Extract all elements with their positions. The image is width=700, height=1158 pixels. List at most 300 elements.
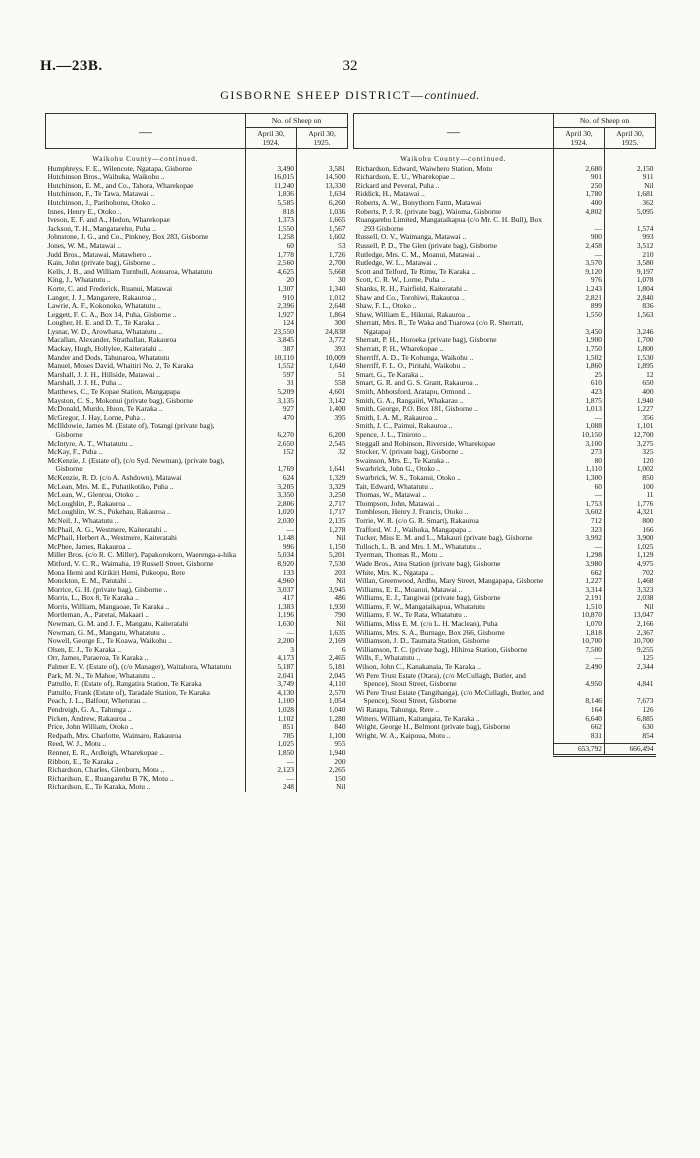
sheep-1925-cell: 362 <box>605 199 656 208</box>
sheep-1925-cell: 1,940 <box>605 397 656 406</box>
sheep-1924-cell: 662 <box>554 723 605 732</box>
owner-cell: Pattullo, Frank (Estate of), Taradale Station, Te Karaka <box>47 687 210 697</box>
sheep-1924-cell: 597 <box>246 371 297 380</box>
sheep-1925-cell: 1,129 <box>605 551 656 560</box>
sheep-1924-cell: — <box>246 526 297 535</box>
owner-cell: Ribbon, E., Te Karaka .. <box>47 756 119 766</box>
owner-cell: Steggall and Robinson, Riverside, Wharekopae <box>355 438 496 448</box>
sheep-1924-cell: 6,270 <box>246 422 297 439</box>
owner-cell: Richardson, E., Ruangarehu B 7K, Motu .. <box>47 773 174 783</box>
sheep-1925-cell: 3,329 <box>297 483 348 492</box>
owner-cell: Rutledge, W. L., Matawai .. <box>355 258 438 268</box>
owner-cell: McPhail, Herbert A., Westmere, Kaiteratahi <box>47 533 177 543</box>
sheep-1924-cell: 1,070 <box>554 620 605 629</box>
sheep-1925-cell: 6,260 <box>297 199 348 208</box>
sheep-1925-cell: 2,700 <box>297 259 348 268</box>
sheep-1925-cell: 11 <box>605 491 656 500</box>
sheep-1924-cell: 2,650 <box>246 440 297 449</box>
owner-cell: Wilson, John C., Kanakanaia, Te Karaka .. <box>355 662 481 672</box>
sheep-1925-cell: 1,278 <box>297 526 348 535</box>
sheep-1925-cell: 53 <box>297 242 348 251</box>
owner-cell: Smart, G. R. and G. S. Grant, Rakauroa .. <box>355 378 479 388</box>
sheep-1925-cell: 1,700 <box>605 336 656 345</box>
sheep-1924-cell: 1,753 <box>554 500 605 509</box>
sheep-1924-cell: 164 <box>554 706 605 715</box>
sheep-1925-cell: 4,841 <box>605 672 656 689</box>
owner-cell: Torrie, W. R. (c/o G. R. Smart), Rakauroa <box>355 515 479 525</box>
table-row <box>354 732 656 741</box>
page-number: 32 <box>342 58 358 74</box>
sheep-1925-cell: Nil <box>297 783 348 792</box>
sheep-1925-cell: 790 <box>297 611 348 620</box>
sheep-1924-cell: 1,100 <box>246 697 297 706</box>
sheep-1925-cell: 1,681 <box>605 190 656 199</box>
sheep-1925-cell: 3,772 <box>297 336 348 345</box>
sheep-1925-cell: 702 <box>605 569 656 578</box>
sheep-1924-cell: 1,258 <box>246 233 297 242</box>
owner-cell: Innes, Henry E., Otoko .. <box>47 206 122 216</box>
sheep-1925-cell: 2,545 <box>297 440 348 449</box>
sheep-1925-cell: 1,468 <box>605 577 656 586</box>
sheep-1925-cell: 2,344 <box>605 663 656 672</box>
sheep-1924-cell: 818 <box>246 208 297 217</box>
owner-cell: Wills, F., Whatatutu .. <box>355 653 421 663</box>
owner-cell: Thompson, John, Matawai .. <box>355 498 440 508</box>
sheep-1924-cell: 9,120 <box>554 268 605 277</box>
name-column-header: — <box>354 114 554 149</box>
owner-cell: Judd Bros., Matawai, Matawhero .. <box>47 249 152 259</box>
left-column <box>45 113 347 792</box>
sheep-1925-cell: 2,038 <box>605 594 656 603</box>
owner-cell: Sherriff, A. D., Te Kohunga, Waikohu .. <box>355 352 474 362</box>
owner-cell: McDonald, Murdo, Huon, Te Karaka .. <box>47 404 163 414</box>
owner-cell: McIntyre, A. T., Whatatutu .. <box>47 438 133 448</box>
sheep-1924-cell: 3,350 <box>246 491 297 500</box>
sheep-1924-cell: 31 <box>246 379 297 388</box>
sheep-1924-cell: 1,243 <box>554 285 605 294</box>
sheep-1925-cell: Nil <box>297 620 348 629</box>
sheep-1925-cell: 630 <box>605 723 656 732</box>
sheep-1925-cell: 203 <box>297 569 348 578</box>
sheep-1924-cell: 1,025 <box>246 740 297 749</box>
sheep-1925-cell: Nil <box>297 577 348 586</box>
sheep-1924-cell: 5,209 <box>246 388 297 397</box>
sheep-1924-cell: 8,146 <box>554 689 605 706</box>
owner-cell: Mona Hemi and Kirikiri Hemi, Pukeopu, Rere <box>47 567 186 577</box>
sheep-1924-cell: 1,013 <box>554 405 605 414</box>
sheep-1925-cell: 356 <box>605 414 656 423</box>
sheep-1925-cell: 2,169 <box>297 637 348 646</box>
sheep-1924-cell: 1,836 <box>246 190 297 199</box>
sheep-1924-cell: 610 <box>554 379 605 388</box>
owner-cell: Sherratt, Mrs. R., Te Waka and Tuarowa (c/o R. Sherratt, Ngatapa) <box>355 318 524 336</box>
owner-cell: Scott and Telford, Te Rimu, Te Karaka .. <box>355 266 476 276</box>
sheep-1924-cell: — <box>554 414 605 423</box>
sheep-1925-cell: 650 <box>605 379 656 388</box>
owner-cell: Lougher, H. E. and D. T., Te Karaka .. <box>47 318 160 328</box>
owner-cell: Williamson, T. C. (private bag), Hihiroa Station, Gisborne <box>355 644 528 654</box>
sheep-1925-cell: 486 <box>297 594 348 603</box>
sheep-1924-cell: 4,130 <box>246 689 297 698</box>
sheep-1924-cell: 785 <box>246 732 297 741</box>
sheep-1924-cell: 624 <box>246 474 297 483</box>
sheep-1925-cell: 2,367 <box>605 629 656 638</box>
owner-cell: McPhee, James, Rakauroa .. <box>47 541 132 551</box>
sheep-1925-cell: 32 <box>297 448 348 457</box>
sheep-1925-cell: 5,095 <box>605 208 656 217</box>
owner-cell: Tulloch, L. B. and Mrs. I. M., Whatatutu .. <box>355 541 482 551</box>
title-main: GISBORNE SHEEP DISTRICT— <box>220 88 425 102</box>
owner-cell: McNeil, J., Whatatutu .. <box>47 515 119 525</box>
sheep-1925-cell: 6,885 <box>605 715 656 724</box>
sheep-1925-cell: 100 <box>605 483 656 492</box>
sheep-1925-cell: 393 <box>297 345 348 354</box>
owner-cell: Williams, F. W., Te Rata, Whatatutu .. <box>355 610 468 620</box>
sheep-1925-cell: 7,530 <box>297 560 348 569</box>
owner-cell: Wright, George H., Belmont (private bag), Gisborne <box>355 722 511 732</box>
sheep-1924-cell: 1,373 <box>246 216 297 225</box>
owner-cell: Palmer E. V. (Estate of), (c/o Manager), Waitahora, Whatatutu <box>47 662 232 672</box>
owner-cell: Shaw and Co., Torohiwi, Rakauroa .. <box>355 292 465 302</box>
table-row <box>46 457 348 474</box>
owner-cell: Witters, William, Kaitangata, Te Karaka .. <box>355 713 480 723</box>
sheep-1925-cell: 1,717 <box>297 508 348 517</box>
owner-cell: Roberts, P. J. R. (private bag), Waioma, Gisborne <box>355 206 502 216</box>
sheep-1925-cell: 13,330 <box>297 182 348 191</box>
right-column <box>353 113 655 757</box>
owner-cell: Shaw, William E., Hikutai, Rakauroa .. <box>355 309 471 319</box>
sheep-1924-cell: 16,015 <box>246 173 297 182</box>
sheep-1924-cell: 2,821 <box>554 294 605 303</box>
sheep-1924-cell: 10,150 <box>554 431 605 440</box>
sheep-1924-cell: 3,749 <box>246 680 297 689</box>
owner-cell: Scott, C. R. W., Lorne, Puha .. <box>355 275 446 285</box>
sheep-1925-cell: 12 <box>605 371 656 380</box>
sheep-1925-cell: 2,166 <box>605 620 656 629</box>
owner-cell: Nowell, George E., Te Koawa, Waikohu .. <box>47 636 172 646</box>
sheep-1924-cell: 996 <box>246 543 297 552</box>
sheep-1924-cell: 1,860 <box>554 362 605 371</box>
sheep-1924-cell: 20 <box>246 276 297 285</box>
owner-cell: Russell, P. D., The Glen (private bag), Gisborne <box>355 240 497 250</box>
sheep-1925-cell: 2,717 <box>297 500 348 509</box>
owner-cell: Olsen, E. J., Te Karaka .. <box>47 644 121 654</box>
sheep-1925-cell: 395 <box>297 414 348 423</box>
sheep-1925-cell: 2,570 <box>297 689 348 698</box>
sheep-1924-cell: 5,187 <box>246 663 297 672</box>
sheep-1925-cell: 126 <box>605 706 656 715</box>
owner-cell: Wi Pere Trust Estate (Otara), (c/o McCullagh, Butler, and Spence), Stout Street, Gisborne <box>355 670 526 689</box>
sheep-1924-cell: 1,900 <box>554 336 605 345</box>
sheep-1925-cell: 3,945 <box>297 586 348 595</box>
owner-cell: McLoughlin, W. S., Pukehau, Rakauroa .. <box>47 507 171 517</box>
sheep-1924-cell: 2,806 <box>246 500 297 509</box>
sheep-1924-cell: 2,030 <box>246 517 297 526</box>
sheep-1925-cell: 850 <box>605 474 656 483</box>
owner-cell: Kells, J. B., and William Turnbull, Aotearoa, Whatatutu <box>47 266 213 276</box>
sheep-1924-cell: 133 <box>246 569 297 578</box>
sheep-1924-cell: 1,300 <box>554 474 605 483</box>
sheep-1924-cell: 10,700 <box>554 637 605 646</box>
sheep-1924-cell: 2,041 <box>246 672 297 681</box>
sheep-1924-cell: 400 <box>554 199 605 208</box>
owner-cell: Rickard and Peveral, Puha .. <box>355 180 440 190</box>
sheep-1924-cell: 3,037 <box>246 586 297 595</box>
sheep-1925-cell: 5,201 <box>297 551 348 560</box>
sheep-1925-cell: 1,329 <box>297 474 348 483</box>
sheep-1924-cell: 1,028 <box>246 706 297 715</box>
sheep-1925-cell: Nil <box>605 182 656 191</box>
sheep-1925-cell: 2,045 <box>297 672 348 681</box>
sheep-1925-cell: 3,246 <box>605 319 656 336</box>
sheep-1924-cell: 910 <box>246 294 297 303</box>
sheep-1925-cell: 840 <box>297 723 348 732</box>
sheep-1924-cell: 2,490 <box>554 663 605 672</box>
sheep-1925-cell: 1,025 <box>605 543 656 552</box>
sheep-1924-cell: 10,110 <box>246 354 297 363</box>
owner-cell: Williams, Miss E. M. (c/o L. H. Maclean), Puha <box>355 619 498 629</box>
sheep-1925-cell: 1,150 <box>297 543 348 552</box>
owner-cell: Smith, J. C., Paimui, Rakauroa .. <box>355 421 453 431</box>
sheep-1925-cell: 3,323 <box>605 586 656 595</box>
sheep-1925-cell: 1,602 <box>297 233 348 242</box>
owner-cell: Wade Bros., Atea Station (private bag), Gisborne <box>355 558 501 568</box>
sheep-1925-cell: 1,641 <box>297 457 348 474</box>
owner-cell: Thomas, W., Matawai .. <box>355 490 427 500</box>
sheep-1925-cell: 1,864 <box>297 311 348 320</box>
sheep-1924-cell: — <box>554 216 605 233</box>
sheep-1924-cell: 11,240 <box>246 182 297 191</box>
sheep-1925-cell: 1,040 <box>297 706 348 715</box>
sheep-1925-cell: 12,700 <box>605 431 656 440</box>
sheep-1925-cell: 3,900 <box>605 534 656 543</box>
sheep-1924-cell: 4,625 <box>246 268 297 277</box>
sheep-1924-cell: 60 <box>246 242 297 251</box>
owner-cell: Sherratt, P. H., Wharekopae .. <box>355 344 444 354</box>
sheep-1924-cell: 712 <box>554 517 605 526</box>
sheep-1924-cell: 8,920 <box>246 560 297 569</box>
sheep-1925-cell: 1,280 <box>297 715 348 724</box>
sheep-1925-cell: 2,150 <box>605 165 656 174</box>
owner-cell: Shanks, R. H., Fairfield, Kaiteratahi .. <box>355 283 468 293</box>
owner-cell: Hutchinson Bros., Waihuka, Waikohu .. <box>47 172 165 182</box>
sheep-1924-cell: 5,585 <box>246 199 297 208</box>
table-row <box>354 672 656 689</box>
owner-cell: Mander and Dods, Tahunaroa, Whatatutu <box>47 352 170 362</box>
sheep-1925-cell: 150 <box>297 775 348 784</box>
owner-cell: Richardson, E., Te Karaka, Motu .. <box>47 782 151 792</box>
owner-cell: Macallan, Alexander, Strathallan, Rakauroa <box>47 335 177 345</box>
owner-cell: Newman, G. M. and J. F., Mangatu, Kaiteratahi <box>47 619 189 629</box>
sheep-1924-cell: 900 <box>554 233 605 242</box>
owner-cell: Kain, John (private bag), Gisborne .. <box>47 258 156 268</box>
owner-cell: McGregor, J. Hay, Lorne, Puha .. <box>47 412 146 422</box>
sheep-1924-cell: 1,307 <box>246 285 297 294</box>
sheep-1924-cell: 976 <box>554 276 605 285</box>
owner-cell: McKay, F., Puha .. <box>47 447 103 457</box>
owner-cell: Price, John William, Otoko .. <box>47 722 134 732</box>
sheep-1925-cell: 125 <box>605 654 656 663</box>
owner-cell: McLean, W., Glenroa, Otoko .. <box>47 490 140 500</box>
sheep-1925-cell: 1,776 <box>605 500 656 509</box>
sheep-1924-cell: 899 <box>554 302 605 311</box>
sheep-1925-cell: 5,181 <box>297 663 348 672</box>
sheep-1925-cell: 6 <box>297 646 348 655</box>
owner-cell: Pendreigh, G. A., Tahunga .. <box>47 705 132 714</box>
sheep-1925-cell: 2,648 <box>297 302 348 311</box>
sheep-1925-cell: 2,840 <box>605 294 656 303</box>
sheep-1924-cell: 3,490 <box>246 165 297 174</box>
sheep-1925-cell: 3,512 <box>605 242 656 251</box>
owner-cell: McIlldowie, James M. (Estate of), Totangi (private bag), Gisborne <box>47 421 215 439</box>
sheep-1925-cell: 7,673 <box>605 689 656 706</box>
section-heading: Waikohu County—continued. <box>400 155 507 163</box>
sheep-1925-cell: 1,100 <box>297 732 348 741</box>
owner-cell: Wi Ratapu, Tahunga, Rere .. <box>355 705 440 714</box>
sheep-1924-cell: 831 <box>554 732 605 741</box>
owner-cell: Miller Bros. (c/o R. C. Miller), Papakorokoro, Waerenga-a-hika <box>47 550 236 560</box>
owner-cell: McKenzie, J. (Estate of), (c/o Syd. Newman), (private bag), Gisborne <box>47 455 225 474</box>
sheep-1924-cell: — <box>554 543 605 552</box>
sheep-1925-cell: 2,265 <box>297 766 348 775</box>
table-row <box>354 216 656 233</box>
sheep-1924-cell: 4,950 <box>554 672 605 689</box>
owner-cell: Williams, E. E., Moanui, Matawai .. <box>355 584 463 594</box>
owner-cell: Tait, Edward, Whatatutu .. <box>355 481 434 491</box>
table-body-left <box>46 149 348 792</box>
sheep-1924-cell: 2,396 <box>246 302 297 311</box>
sheep-1924-cell: 3,845 <box>246 336 297 345</box>
sheep-1924-cell: 901 <box>554 173 605 182</box>
owner-cell: Humphreys, F. E., Wilencote, Ngatapa, Gisborne <box>47 163 192 173</box>
sheep-1924-cell: 1,850 <box>246 749 297 758</box>
owner-cell: Manuel, Moses David, Whaitiri No. 2, Te Karaka <box>47 361 194 371</box>
sheep-1924-cell: 2,123 <box>246 766 297 775</box>
sheep-1925-cell: 3,275 <box>605 440 656 449</box>
sheep-1924-cell: 1,750 <box>554 345 605 354</box>
owner-cell: Tyerman, Thomas R., Motu .. <box>355 550 443 560</box>
sheep-1924-cell: 250 <box>554 182 605 191</box>
sheep-1925-cell: 10,700 <box>605 637 656 646</box>
owner-cell: McKenzie, R. D. (c/o A. Ashdown), Matawai <box>47 472 182 482</box>
sheep-1925-cell: 2,465 <box>297 654 348 663</box>
total-1924: 653,792 <box>554 744 605 756</box>
sheep-1924-cell: 25 <box>554 371 605 380</box>
sheep-1924-cell: 1,769 <box>246 457 297 474</box>
sheep-1925-cell: 300 <box>297 319 348 328</box>
sheep-1924-cell: 1,383 <box>246 603 297 612</box>
sheep-1925-cell: 4,321 <box>605 508 656 517</box>
sheep-1925-cell: 558 <box>297 379 348 388</box>
sheep-1925-cell: 200 <box>297 758 348 767</box>
owner-cell: Morris, William, Mangaoae, Te Karaka .. <box>47 601 170 611</box>
sheep-1925-cell: 3,142 <box>297 397 348 406</box>
owner-cell: Renner, E. R., Ardleigh, Wharekopae .. <box>47 747 164 757</box>
owner-cell: Morrice, G. H. (private bag), Gisborne .. <box>47 584 168 594</box>
table-body-right <box>354 149 656 741</box>
sheep-1925-cell: 1,567 <box>297 225 348 234</box>
sheep-1925-cell: 854 <box>605 732 656 741</box>
owner-cell: Langer, J. J., Mangarere, Rakauroa .. <box>47 292 157 302</box>
sheep-1924-cell: 152 <box>246 448 297 457</box>
sheep-1925-cell: 9,197 <box>605 268 656 277</box>
table-row <box>46 783 348 792</box>
sheep-1924-cell: 60 <box>554 483 605 492</box>
owner-cell: Lysnar, W. D., Arowhana, Whatatutu .. <box>47 326 163 336</box>
sheep-1924-cell: 1,780 <box>554 190 605 199</box>
sheep-1925-cell: 1,940 <box>297 749 348 758</box>
total-row <box>354 744 656 756</box>
owner-cell: Smith, G. A., Rangaiiri, Whakarau .. <box>355 395 464 405</box>
sheep-group-header: No. of Sheep on <box>554 114 656 128</box>
sheep-1924-cell: 3,100 <box>554 440 605 449</box>
sheep-1924-cell: 248 <box>246 783 297 792</box>
sheep-1924-cell: 3,602 <box>554 508 605 517</box>
owner-cell: Johnstone, J. G., and Co., Pinkney, Box 283, Gisborne <box>47 232 209 242</box>
owner-cell: Richardson, Charles, Glenburn, Motu .. <box>47 765 165 775</box>
sheep-1924-cell: 3,314 <box>554 586 605 595</box>
sheep-1925-cell: 800 <box>605 517 656 526</box>
sheep-1925-cell: 1,895 <box>605 362 656 371</box>
owner-cell: Spence, J. L., Tiniroto .. <box>355 430 427 439</box>
owner-cell: Mayston, C. S., Mokonui (private bag), Gisborne <box>47 395 194 405</box>
document-code: H.—23B. <box>40 58 103 74</box>
sheep-1924-cell: 387 <box>246 345 297 354</box>
owner-cell: Stocker, V. (private bag), Gisborne .. <box>355 447 464 457</box>
sheep-1924-cell: 3,450 <box>554 319 605 336</box>
owner-cell: Swainson, Mrs. E., Te Karaka .. <box>355 455 450 465</box>
sheep-1924-cell: — <box>554 654 605 663</box>
sheep-1924-cell: 851 <box>246 723 297 732</box>
page-title <box>0 88 700 103</box>
owner-cell: Willan, Greenwood, Ardhu, Mary Street, Mangapapa, Gisborne <box>355 576 544 586</box>
owner-cell: Hutchinson, J., Parihohonu, Otoko .. <box>47 197 156 207</box>
sheep-1925-cell: 24,838 <box>297 328 348 337</box>
year-1925-header: April 30, 1925. <box>605 128 656 149</box>
sheep-1924-cell: 2,191 <box>554 594 605 603</box>
owner-cell: Sherriff, F. L. O., Piritahi, Waikohu .. <box>355 361 466 371</box>
sheep-1925-cell: 400 <box>605 388 656 397</box>
sheep-1925-cell: 120 <box>605 457 656 466</box>
sheep-1924-cell: 1,196 <box>246 611 297 620</box>
owner-cell: Williamson, J. D., Taumata Station, Gisborne <box>355 636 490 646</box>
year-1925-header: April 30, 1925. <box>297 128 348 149</box>
total-1925: 666,494 <box>605 744 656 756</box>
sheep-1924-cell: 1,550 <box>554 311 605 320</box>
owner-cell: Trafford, W. J., Waihuka, Mangapapa .. <box>355 524 472 534</box>
sheep-1924-cell: 1,088 <box>554 422 605 431</box>
owner-cell: Hutchinson, E. M., and Co., Tahora, Wharekopae <box>47 180 194 190</box>
sheep-1925-cell: 1,530 <box>605 354 656 363</box>
sheep-1924-cell: 10,870 <box>554 611 605 620</box>
owner-cell: Russell, O. V., Waimanga, Matawai .. <box>355 232 467 242</box>
owner-cell: Picken, Andrew, Rakauroa .. <box>47 713 132 723</box>
sheep-1924-cell: 80 <box>554 457 605 466</box>
owner-cell: Williams, F. W., Mangataikapua, Whatatutu <box>355 601 485 611</box>
sheep-1925-cell: 3,250 <box>297 491 348 500</box>
owner-cell: Smith, George, P.O. Box 181, Gisborne .. <box>355 404 478 414</box>
owner-cell: Leggett, F. C. A., Box 14, Puha, Gisborne .. <box>47 309 177 319</box>
sheep-1925-cell: Nil <box>297 534 348 543</box>
sheep-1925-cell: 1,400 <box>297 405 348 414</box>
owner-cell: Williams, E. J., Tangiwai (private bag), Gisborne <box>355 593 501 603</box>
sheep-1925-cell: 1,036 <box>297 208 348 217</box>
owner-cell: Monckton, E. M., Patutahi .. <box>47 576 132 586</box>
owner-cell: Smith, Abbotsford, Aratapu, Ormond .. <box>355 387 472 397</box>
page-header <box>0 58 700 78</box>
sheep-1924-cell: — <box>554 491 605 500</box>
sheep-1924-cell: 1,778 <box>246 251 297 260</box>
